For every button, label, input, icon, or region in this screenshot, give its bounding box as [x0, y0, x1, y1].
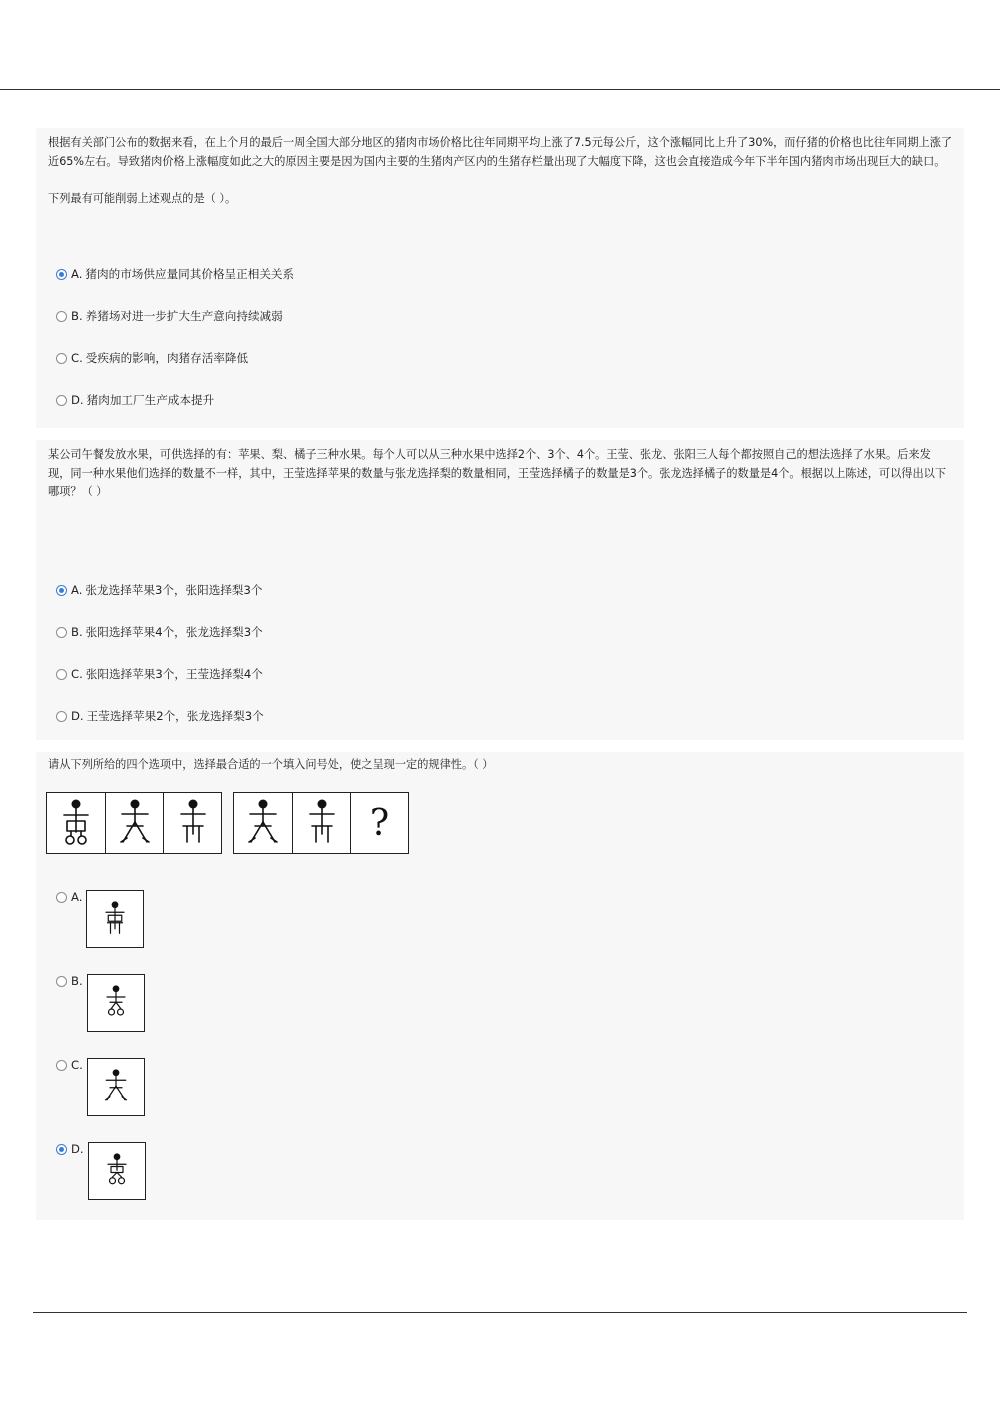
- option-c-figure: [87, 1058, 145, 1116]
- question-3-option-d[interactable]: D.: [56, 1142, 146, 1200]
- radio-button[interactable]: [56, 353, 67, 364]
- radio-button[interactable]: [56, 669, 67, 680]
- option-label: 受疾病的影响，肉猪存活率降低: [85, 351, 249, 365]
- question-2-panel: [36, 440, 964, 740]
- option-d-figure: [88, 1142, 146, 1200]
- radio-button[interactable]: [56, 311, 67, 322]
- option-label: 养猪场对进一步扩大生产意向持续减弱: [85, 309, 283, 323]
- question-1-option-d[interactable]: D. 猪肉加工厂生产成本提升: [56, 392, 214, 408]
- sequence-group-2: [233, 792, 409, 854]
- top-divider: [0, 89, 1000, 90]
- figure-triangle-legs: [105, 793, 163, 853]
- question-3-option-b[interactable]: B.: [56, 974, 145, 1032]
- radio-button[interactable]: [56, 1060, 67, 1071]
- question-2-option-a[interactable]: A. 张龙选择苹果3个，张阳选择梨3个: [56, 582, 263, 598]
- figure-rings: [47, 793, 105, 853]
- radio-button[interactable]: [56, 1144, 67, 1155]
- question-1-panel: [36, 128, 964, 428]
- radio-button[interactable]: [56, 711, 67, 722]
- question-1-text: 根据有关部门公布的数据来看，在上个月的最后一周全国大部分地区的猪肉市场价格比往年同期平均上涨了7.5元每公斤，这个涨幅同比上升了30%，而仔猪的价格也比往年同期上涨了近65%左右。导致猪肉价格上涨幅度如此之大的原因主要是因为国内主要的生猪肉产区内的生猪存栏量出现了大幅度下降，这也会直接造成今年下半年国内猪肉市场出现巨大的缺口。: [48, 136, 953, 168]
- question-2-option-d[interactable]: D. 王莹选择苹果2个，张龙选择梨3个: [56, 708, 264, 724]
- question-1-option-c[interactable]: C. 受疾病的影响，肉猪存活率降低: [56, 350, 248, 366]
- question-3-option-c[interactable]: C.: [56, 1058, 145, 1116]
- sequence-group-1: [46, 792, 222, 854]
- radio-button[interactable]: [56, 395, 67, 406]
- question-mark-cell: [350, 793, 408, 853]
- question-1-option-a[interactable]: A. 猪肉的市场供应量同其价格呈正相关关系: [56, 266, 294, 282]
- option-label: 猪肉的市场供应量同其价格呈正相关关系: [85, 267, 295, 281]
- figure-triangle-legs: [234, 793, 292, 853]
- option-b-figure: [87, 974, 145, 1032]
- question-3-option-a[interactable]: A.: [56, 890, 144, 948]
- option-a-figure: [86, 890, 144, 948]
- question-1-option-b[interactable]: B. 养猪场对进一步扩大生产意向持续减弱: [56, 308, 283, 324]
- question-1-prompt: 下列最有可能削弱上述观点的是（ ）。: [48, 192, 237, 205]
- option-label: 王莹选择苹果2个，张龙选择梨3个: [86, 709, 264, 723]
- radio-button[interactable]: [56, 269, 67, 280]
- radio-button[interactable]: [56, 976, 67, 987]
- radio-button[interactable]: [56, 627, 67, 638]
- question-2-option-b[interactable]: B. 张阳选择苹果4个，张龙选择梨3个: [56, 624, 263, 640]
- bottom-divider: [33, 1312, 967, 1313]
- figure-table-legs: [163, 793, 221, 853]
- question-3-panel: [36, 752, 964, 1220]
- option-label: 猪肉加工厂生产成本提升: [86, 393, 215, 407]
- option-label: 张阳选择苹果3个，王莹选择梨4个: [85, 667, 263, 681]
- question-2-text: 某公司午餐发放水果，可供选择的有：苹果、梨、橘子三种水果。每个人可以从三种水果中选择2个、3个、4个。王莹、张龙、张阳三人每个都按照自己的想法选择了水果。后来发现，同一种水果他们选择的数量不一样，其中，王莹选择苹果的数量与张龙选择梨的数量相同，王莹选择橘子的数量是3个。张龙选择橘子的数量是4个。根据以上陈述，可以得出以下哪项？（ ）: [48, 448, 947, 498]
- radio-button[interactable]: [56, 585, 67, 596]
- option-label: 张阳选择苹果4个，张龙选择梨3个: [85, 625, 263, 639]
- question-2-option-c[interactable]: C. 张阳选择苹果3个，王莹选择梨4个: [56, 666, 263, 682]
- radio-button[interactable]: [56, 892, 67, 903]
- question-mark: ?: [369, 802, 390, 844]
- question-3-text: 请从下列所给的四个选项中，选择最合适的一个填入问号处，使之呈现一定的规律性。（ ）: [48, 758, 494, 771]
- figure-table-legs: [292, 793, 350, 853]
- option-label: 张龙选择苹果3个，张阳选择梨3个: [85, 583, 263, 597]
